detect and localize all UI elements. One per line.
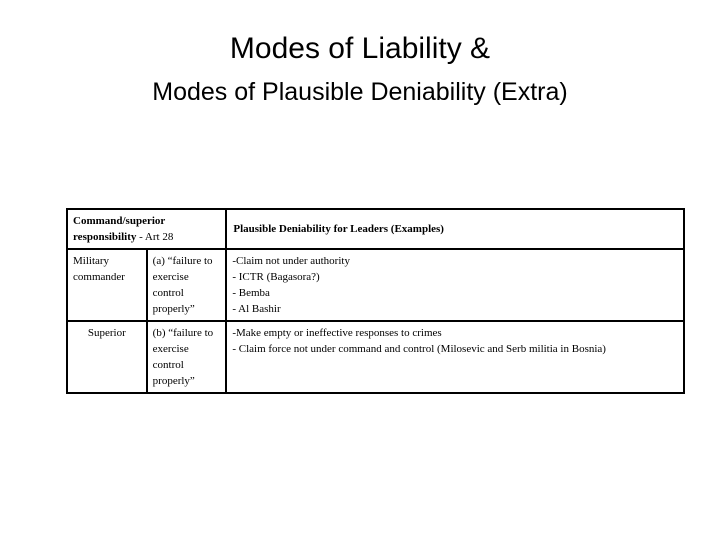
role-cell: Superior — [67, 321, 147, 393]
role-cell: Military commander — [67, 249, 147, 321]
example-line: - Bemba — [232, 287, 270, 299]
test-cell: (b) “failure to exercise control properly” — [147, 321, 227, 393]
table-header-row — [67, 209, 684, 249]
examples-cell — [226, 249, 684, 321]
test-cell: (a) “failure to exercise control properly” — [147, 249, 227, 321]
header-command-responsibility-article: - Art 28 — [136, 231, 174, 243]
slide-title: Modes of Liability & — [229, 32, 491, 65]
example-line: -Claim not under authority — [232, 255, 350, 267]
slide-subtitle: Modes of Plausible Deniability (Extra) — [152, 78, 568, 106]
header-command-responsibility — [67, 209, 226, 249]
table-row — [67, 249, 684, 321]
liability-table — [66, 208, 685, 394]
table-row — [67, 321, 684, 393]
examples-cell — [226, 321, 684, 393]
header-command-responsibility-bold: Command/superior responsibility — [73, 215, 166, 243]
example-line: - Claim force not under command and control (Milosevic and Serb militia in Bosnia) — [232, 343, 606, 355]
example-line: - Al Bashir — [232, 303, 281, 315]
example-line: -Make empty or ineffective responses to crimes — [232, 327, 442, 339]
example-line: - ICTR (Bagasora?) — [232, 271, 320, 283]
header-plausible-deniability: Plausible Deniability for Leaders (Examples) — [226, 209, 684, 249]
